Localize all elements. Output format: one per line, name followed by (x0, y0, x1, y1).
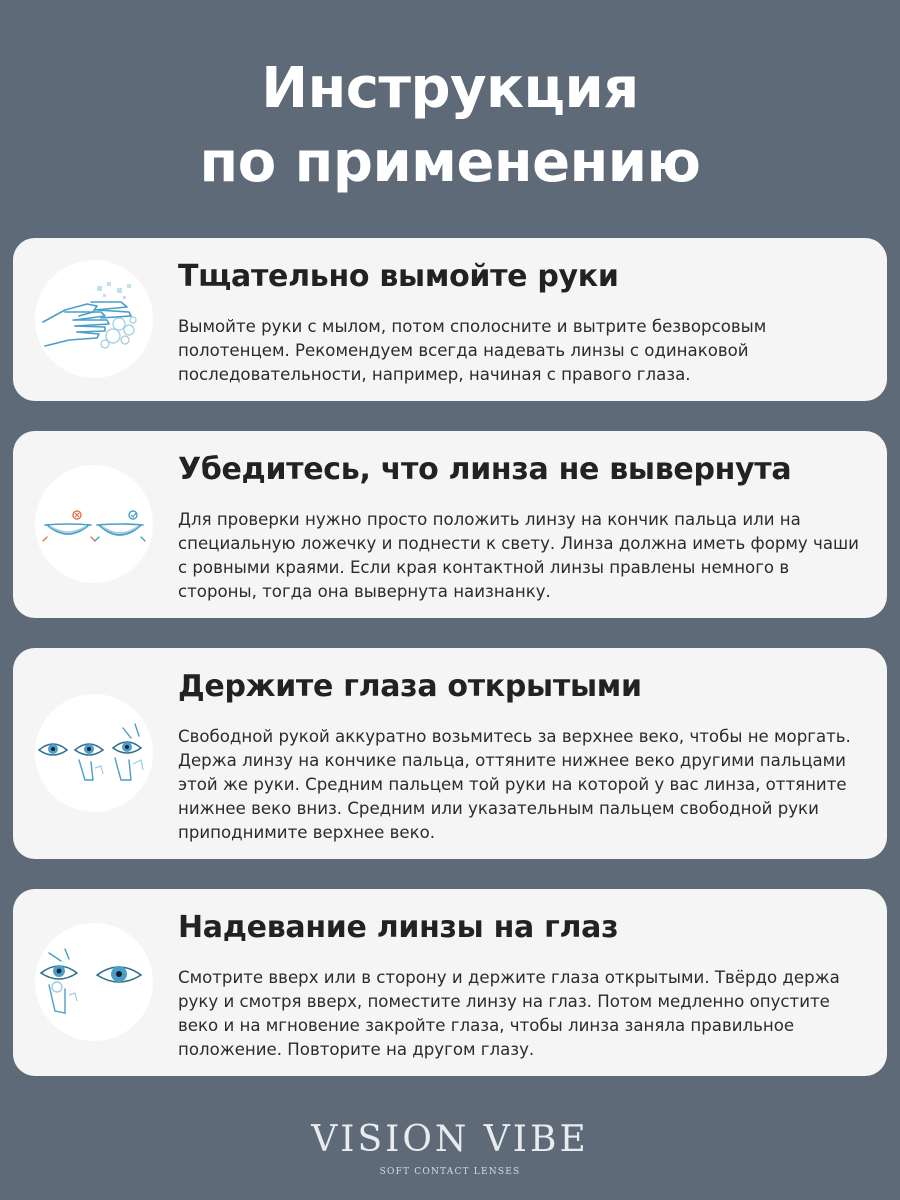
lens-insert-icon (35, 923, 153, 1041)
step-title: Держите глаза открытыми (178, 669, 642, 704)
lens-check-icon (35, 465, 153, 583)
step-card-eyes-open (13, 648, 887, 859)
step-description: Вымойте руки с мылом, потом сполосните и вытрите безворсовым полотенцем. Рекомендуем всегда надевать линзы с одинаковой последовательности, например, начиная с правого глаза. (178, 317, 767, 384)
step-title: Убедитесь, что линза не вывернута (178, 452, 792, 487)
page-title-line-2: по применению (199, 130, 701, 195)
step-title: Тщательно вымойте руки (178, 259, 619, 294)
brand-logo: VISION VIBE (311, 1119, 589, 1160)
step-card-wash-hands (13, 238, 887, 401)
page-title (0, 52, 900, 200)
step-description: Свободной рукой аккуратно возьмитесь за верхнее веко, чтобы не моргать. Держа линзу на кончике пальца, оттяните нижнее веко другими пальцами этой же руки. Средним пальцем той руки на которой у вас линза, оттяните нижнее веко вниз. Средним или указательным пальцем свободной руки приподнимите верхнее веко. (178, 727, 851, 842)
step-card-lens-insert (13, 889, 887, 1076)
hand-washing-icon (35, 260, 153, 378)
page-title-line-1: Инструкция (261, 56, 639, 121)
brand-tagline: SOFT CONTACT LENSES (379, 1167, 521, 1177)
step-description: Смотрите вверх или в сторону и держите глаза открытыми. Твёрдо держа руку и смотря вверх, поместите линзу на глаз. Потом медленно опустите веко и на мгновение закройте глаза, чтобы линза заняла правильное положение. Повторите на другом глазу. (178, 968, 840, 1059)
eyes-open-icon (35, 694, 153, 812)
step-card-lens-check (13, 431, 887, 618)
step-description: Для проверки нужно просто положить линзу на кончик пальца или на специальную ложечку и поднести к свету. Линза должна иметь форму чаши с ровными краями. Если края контактной линзы правлены немного в стороны, тогда она вывернута наизнанку. (178, 510, 859, 601)
step-title: Надевание линзы на глаз (178, 910, 619, 945)
